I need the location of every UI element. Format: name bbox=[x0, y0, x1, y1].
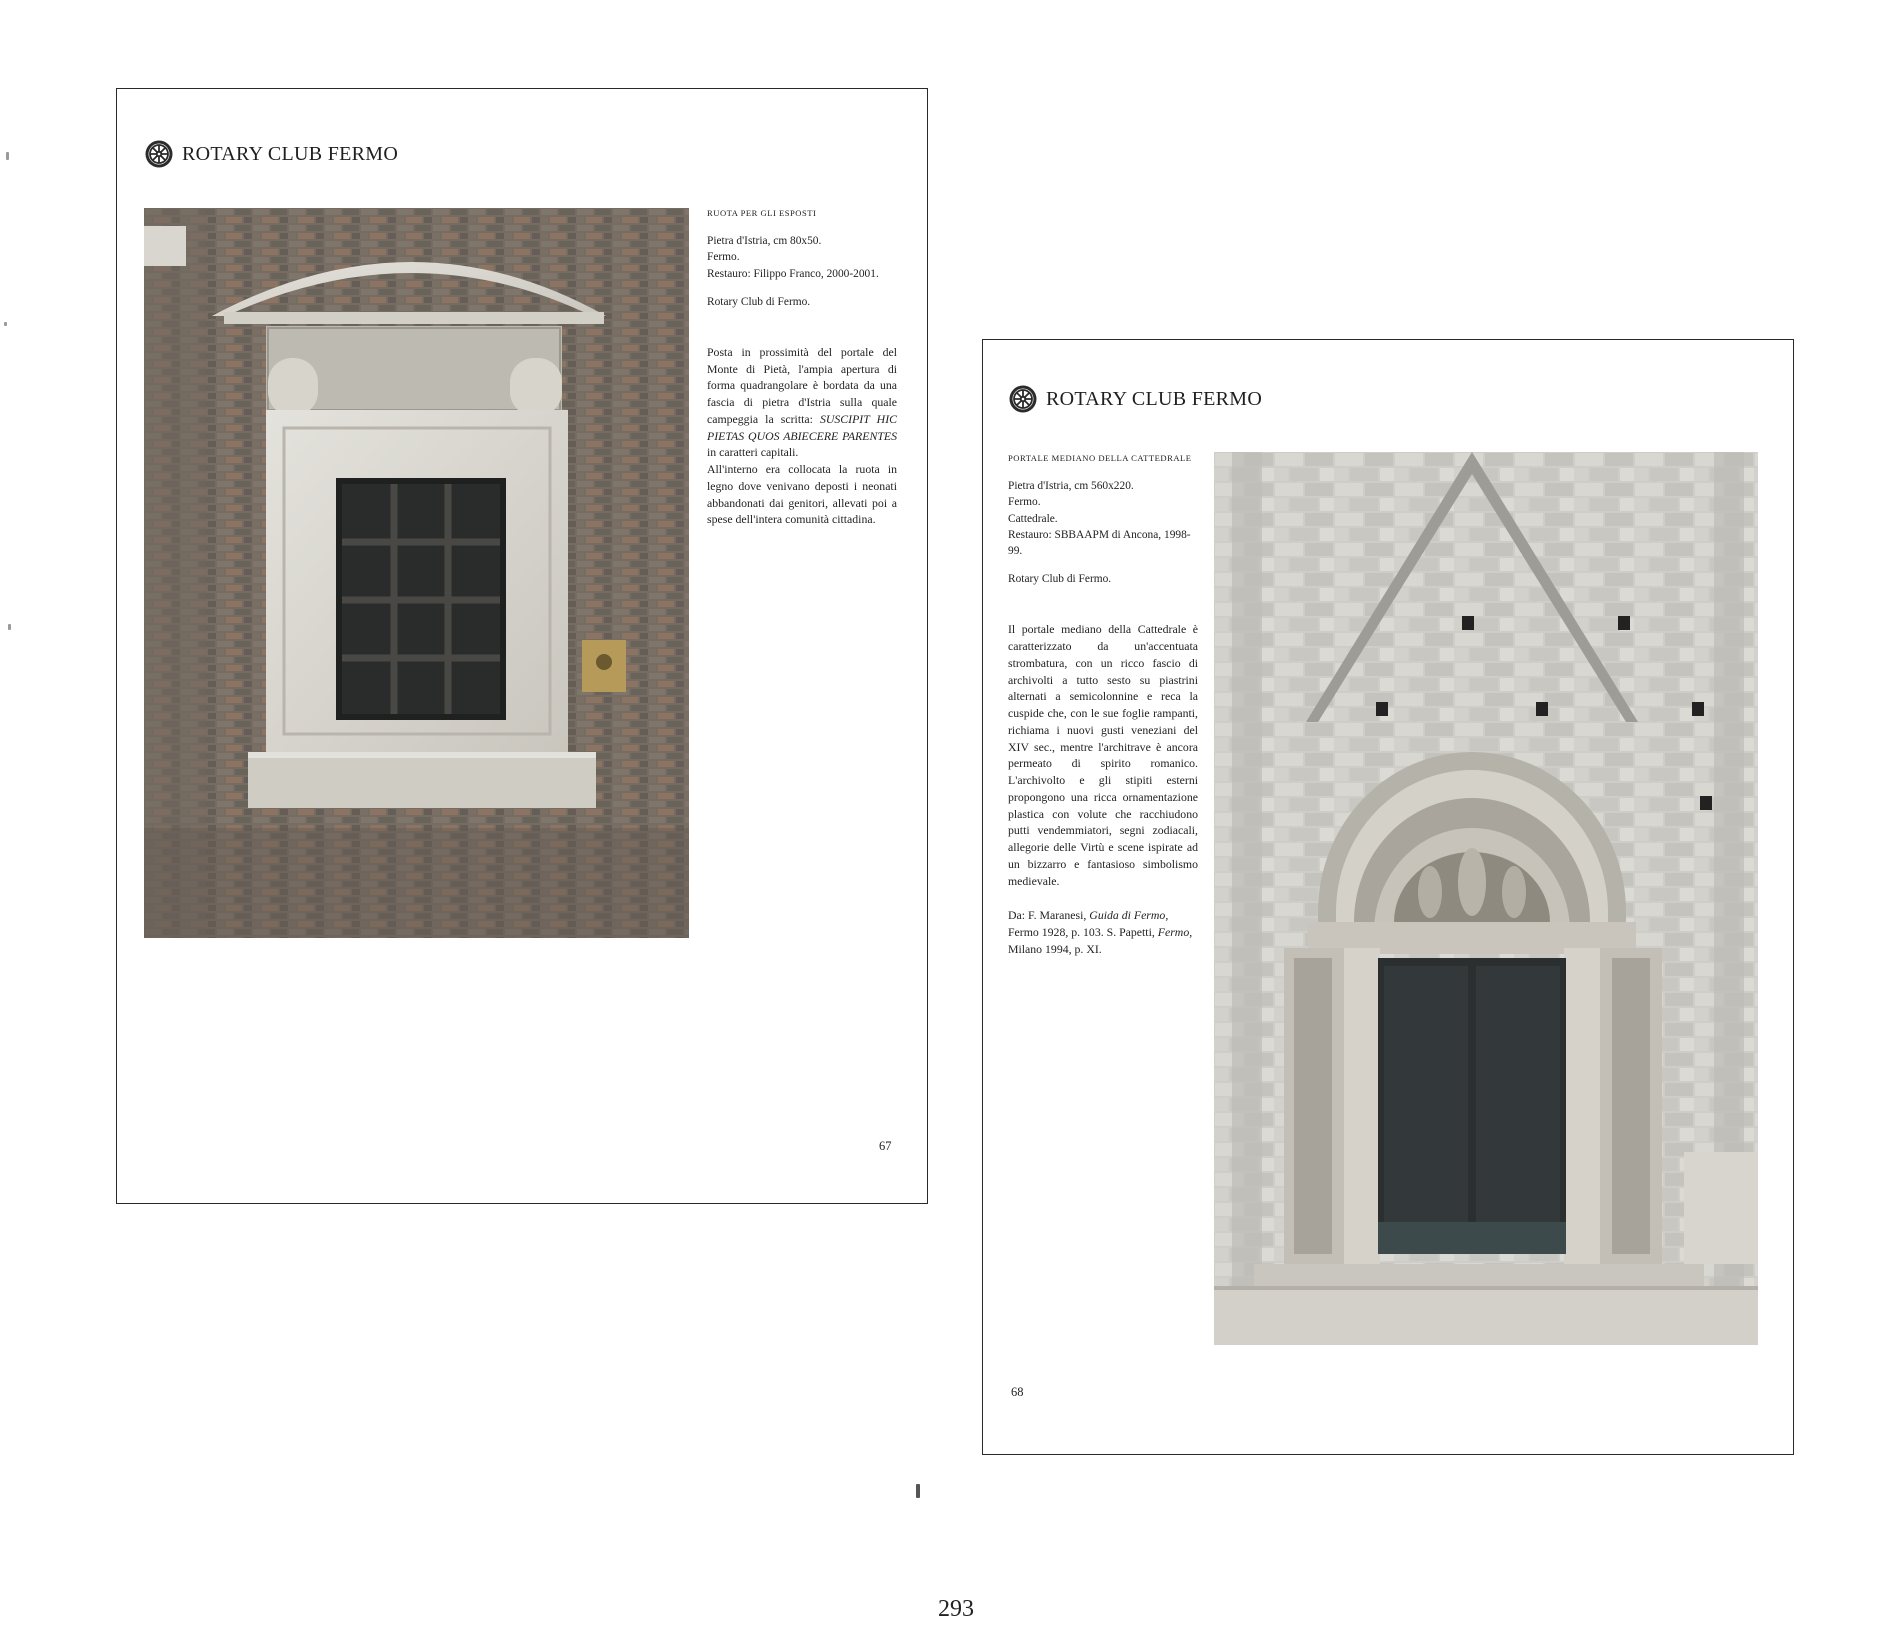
description-inscription: SUSCIPIT HIC PIETAS QUOS ABIECERE PARENTES bbox=[707, 411, 897, 443]
photo-window-wheel bbox=[144, 208, 689, 938]
page-header bbox=[144, 139, 398, 169]
folio-number: 293 bbox=[938, 1596, 974, 1622]
ref-book-2: Fermo bbox=[1157, 925, 1190, 940]
caption-block bbox=[707, 207, 897, 528]
rotary-wheel-icon bbox=[144, 139, 174, 169]
caption-owner: Rotary Club di Fermo. bbox=[1008, 573, 1112, 586]
photo-cathedral-portal bbox=[1214, 452, 1758, 1345]
page-67 bbox=[116, 88, 928, 1204]
description-body: All'interno era collocata la ruota in legno dove venivano deposti i neonati abbandonati dai genitori, allevati poi a spese dell'intera comunità cittadina. bbox=[707, 462, 897, 527]
brand-name: ROTARY CLUB FERMO bbox=[182, 142, 399, 165]
scan-speck bbox=[6, 152, 9, 160]
caption-title: PORTALE MEDIANO DELLA CATTEDRALE bbox=[1008, 453, 1192, 463]
ref-middle: , Fermo 1928, p. 103. S. Papetti, bbox=[1008, 908, 1169, 940]
page-number: 68 bbox=[1011, 1385, 1024, 1399]
description-intro: Posta in prossimità del portale del Monte di Pietà, l'ampia apertura di forma quadrangolare è bordata da una fascia di pietra d'Istria sulla quale campeggia la scritta: bbox=[707, 344, 897, 426]
page-number: 67 bbox=[879, 1139, 892, 1153]
scan-speck bbox=[8, 624, 11, 630]
caption-location: Fermo. bbox=[707, 251, 740, 264]
references bbox=[1008, 907, 1198, 957]
ref-suffix: , Milano 1994, p. XI. bbox=[1008, 925, 1193, 956]
caption-restoration: Restauro: SBBAAPM di Ancona, 1998-99. bbox=[1008, 528, 1191, 557]
ref-prefix: Da: F. Maranesi, bbox=[1008, 908, 1087, 923]
description: Il portale mediano della Cattedrale è caratterizzato da un'accentuata strombatura, con un ricco fascio di archivolti a tutto sesto su piastrini alternati a semicolonnine e reca la cuspide che, con le sue foglie rampanti, richiama i nuovi gusti veneziani del XIV sec., mentre l'architrave è ancora permeato di spirito romanico. L'archivolto e gli stipiti esterni propongono una ricca ornamentazione plastica con volute che racchiudono putti vendemmiatori, segni zodiacali, allegorie delle Virtù e scene ispirate ad un bizzarro e fantasioso simbolismo medievale. bbox=[1008, 622, 1198, 888]
ref-book-1: Guida di Fermo bbox=[1089, 908, 1166, 923]
caption-location: Fermo. bbox=[1008, 496, 1041, 509]
page-header bbox=[1008, 384, 1262, 414]
caption-owner: Rotary Club di Fermo. bbox=[707, 295, 811, 308]
caption-material: Pietra d'Istria, cm 80x50. bbox=[707, 235, 822, 248]
caption-block bbox=[1008, 452, 1198, 958]
caption-material: Pietra d'Istria, cm 560x220. bbox=[1008, 480, 1134, 493]
scan-speck bbox=[916, 1484, 920, 1498]
caption-restoration: Restauro: Filippo Franco, 2000-2001. bbox=[707, 267, 879, 280]
caption-title: RUOTA PER GLI ESPOSTI bbox=[707, 208, 817, 218]
description-after-inscription: in caratteri capitali. bbox=[707, 445, 799, 460]
caption-site: Cattedrale. bbox=[1008, 512, 1058, 525]
page-68 bbox=[982, 339, 1794, 1455]
description bbox=[707, 344, 897, 528]
brand-name: ROTARY CLUB FERMO bbox=[1046, 387, 1263, 410]
rotary-wheel-icon bbox=[1008, 384, 1038, 414]
scan-speck bbox=[4, 322, 7, 326]
